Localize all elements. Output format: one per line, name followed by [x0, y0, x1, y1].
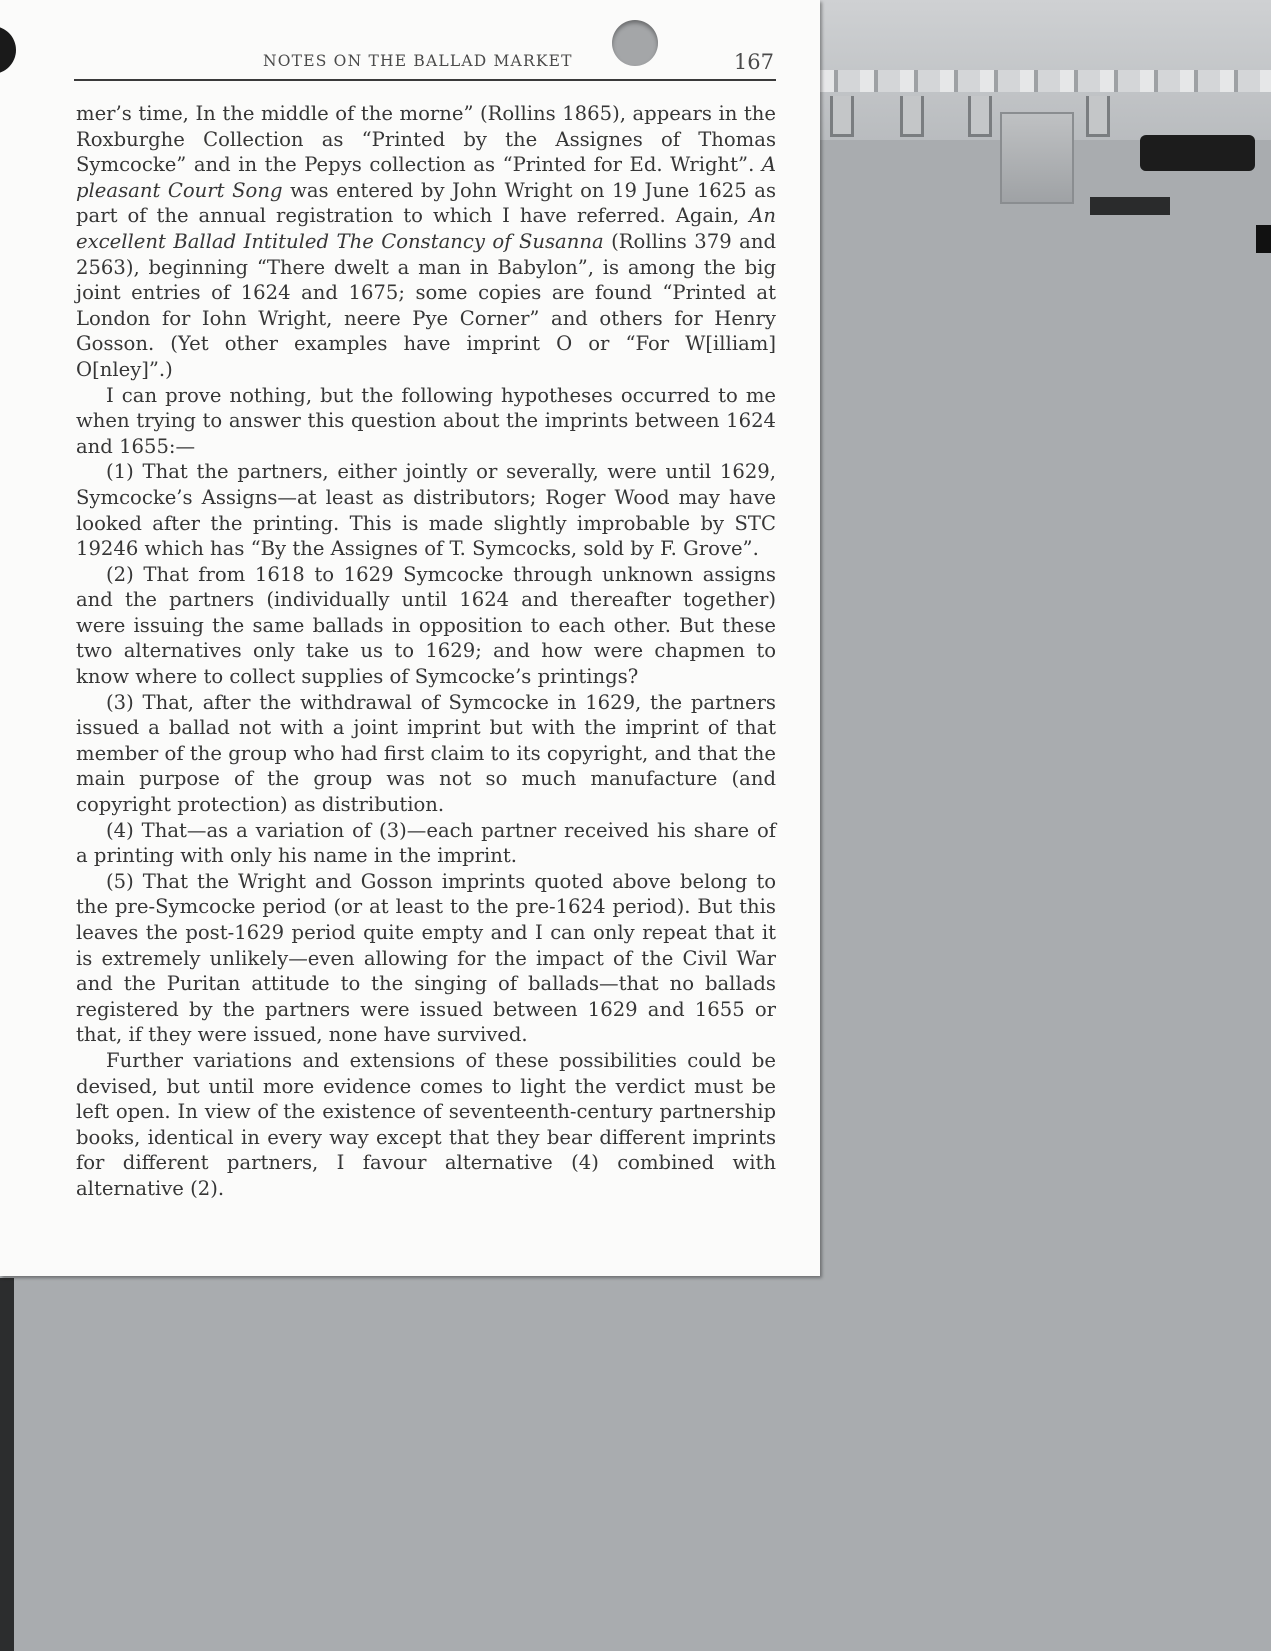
paragraph [76, 101, 776, 383]
paragraph-text: (5) That the Wright and Gosson imprints quoted above belong to the pre-Symcocke period (or at least to the pre-1624 period). But this leaves the post-1629 period quite empty and I can only repeat that it is extremely unlikely—even allowing for the impact of the Civil War and the Puritan attitude to the singing of ballads—that no ballads registered by the partners were issued between 1629 and 1655 or that, if they were issued, none have survived. [76, 869, 776, 1047]
italic-title: A pleasant Court Song [76, 153, 776, 202]
paragraph [76, 562, 776, 690]
paragraph-text: (Rollins 379 and 2563), beginning “There dwelt a man in Babylon”, is among the big joint entries of 1624 and 1675; some copies are found “Printed at London for Iohn Wright, neere Pye Corner” and others for Henry Gosson. (Yet other examples have imprint O or “For W[illiam] O[nley]”.) [76, 229, 776, 381]
scanner-left-edge [0, 1278, 14, 1651]
body-text [76, 101, 776, 1202]
scanner-clip [900, 96, 924, 137]
paragraph [76, 818, 776, 869]
scanner-roller [1140, 135, 1255, 171]
italic-title: An excellent Ballad Intituled The Constancy of Susanna [76, 204, 776, 253]
scanner-clip [830, 96, 854, 137]
paragraph [76, 690, 776, 818]
paragraph [76, 383, 776, 460]
scanner-hinge [1000, 112, 1074, 204]
scanner-slot [1090, 197, 1170, 215]
paragraph-text: (2) That from 1618 to 1629 Symcocke through unknown assigns and the partners (individually until 1624 and thereafter together) were issuing the same ballads in opposition to each other. But these two alternatives only take us to 1629; and how were chapmen to know where to collect supplies of Symcocke’s printings? [76, 562, 776, 689]
header-rule [74, 79, 776, 81]
paragraph-text: (3) That, after the withdrawal of Symcocke in 1629, the partners issued a ballad not with a joint imprint but with the imprint of that member of the group who had first claim to its copyright, and that the main purpose of the group was not so much manufacture (and copyright protection) as distribution. [76, 690, 776, 817]
paragraph-text: I can prove nothing, but the following hypotheses occurred to me when trying to answer this question about the imprints between 1624 and 1655:— [76, 383, 776, 458]
paragraph [76, 459, 776, 561]
paragraph-text: Further variations and extensions of these possibilities could be devised, but until more evidence comes to light the verdict must be left open. In view of the existence of seventeenth-century partnership books, identical in every way except that they bear different imprints for different partners, I favour alternative (4) combined with alternative (2). [76, 1048, 776, 1200]
scanned-page [0, 0, 820, 1276]
paragraph-text: mer’s time, In the middle of the morne” (Rollins 1865), appears in the Roxburghe Collection as “Printed by the Assignes of Thomas Symcocke” and in the Pepys collection as “Printed for Ed. Wright”. [76, 102, 776, 177]
paragraph [76, 1048, 776, 1202]
paragraph-text: (1) That the partners, either jointly or severally, were until 1629, Symcocke’s Assigns—at least as distributors; Roger Wood may have looked after the printing. This is made slightly improbable by STC 19246 which has “By the Assignes of T. Symcocks, sold by F. Grove”. [76, 460, 776, 561]
scanner-clip [968, 96, 992, 137]
running-head [74, 46, 776, 78]
scanner-clip [1086, 96, 1110, 137]
scanner-rail [780, 70, 1271, 92]
page-number: 167 [733, 50, 774, 74]
paragraph-text: (4) That—as a variation of (3)—each partner received his share of a printing with only his name in the imprint. [76, 818, 776, 868]
scanner-edge-mark [1256, 225, 1271, 253]
running-title: NOTES ON THE BALLAD MARKET [263, 52, 573, 70]
paragraph [76, 869, 776, 1048]
paragraph-text: was entered by John Wright on 19 June 1625 as part of the annual registration to which I have referred. Again, [76, 178, 776, 228]
